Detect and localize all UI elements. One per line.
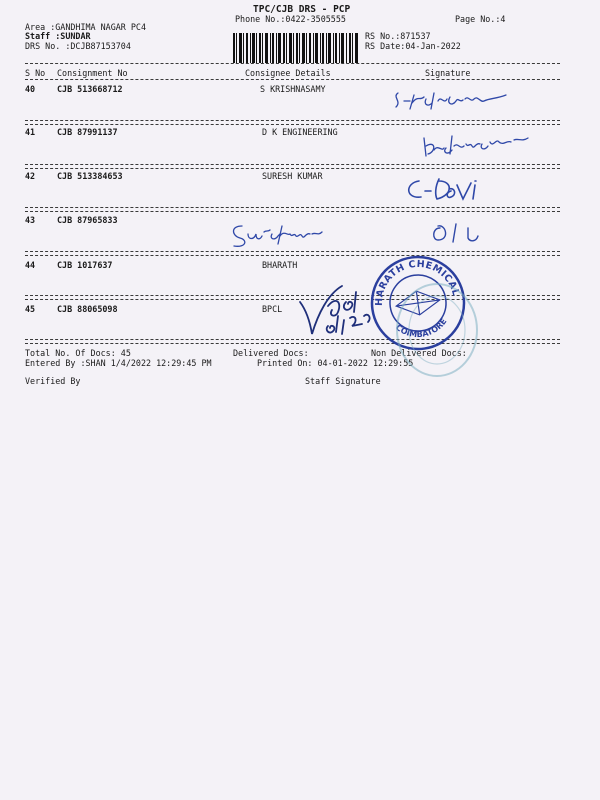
row-divider (25, 164, 560, 165)
col-consignee: Consignee Details (245, 68, 331, 78)
row-consignment: CJB 88065098 (57, 304, 118, 314)
row-divider (25, 211, 560, 212)
row-consignee: D K ENGINEERING (262, 127, 338, 137)
col-sno: S No (25, 68, 46, 78)
signature-dk-engineering (420, 128, 535, 160)
rs-number: RS No.:871537 (365, 31, 431, 41)
row-divider (25, 124, 560, 125)
signature-suresh-kumar (405, 175, 495, 205)
row-divider (25, 255, 560, 256)
faded-seal (392, 280, 482, 380)
area-field: Area :GANDHIMA NAGAR PC4 (25, 22, 147, 32)
row-divider (25, 207, 560, 208)
row-consignment: CJB 87965833 (57, 215, 118, 225)
row-consignment: CJB 513668712 (57, 84, 123, 94)
barcode (233, 33, 359, 63)
signature-krishnasamy (390, 85, 525, 115)
header-bottom-divider (25, 79, 560, 80)
col-consignment: Consignment No (57, 68, 128, 78)
row-sno: 42 (25, 171, 36, 181)
verified-by: Verified By (25, 376, 81, 386)
entered-by: Entered By :SHAN 1/4/2022 12:29:45 PM (25, 358, 212, 368)
row-consignment: CJB 87991137 (57, 127, 118, 137)
row-consignee: BHARATH (262, 260, 298, 270)
row-sno: 44 (25, 260, 36, 270)
delivered-docs: Delivered Docs: (233, 348, 309, 358)
total-docs: Total No. Of Docs: 45 (25, 348, 131, 358)
row-consignee: S KRISHNASAMY (260, 84, 326, 94)
svg-text:BHARATH CHEMICALS: BHARATH CHEMICALS (356, 251, 462, 307)
drs-number: DRS No. :DCJB87153704 (25, 41, 131, 51)
row-consignee: BPCL (262, 304, 283, 314)
row-divider (25, 120, 560, 121)
rs-date: RS Date:04-Jan-2022 (365, 41, 461, 51)
row-consignment: CJB 1017637 (57, 260, 113, 270)
row-sno: 41 (25, 127, 36, 137)
document-title: TPC/CJB DRS - PCP (253, 4, 351, 15)
col-signature: Signature (425, 68, 471, 78)
signature-43-initials (430, 220, 485, 246)
printed-on: Printed On: 04-01-2022 12:29:55 (257, 358, 414, 368)
row-divider (25, 251, 560, 252)
row-consignment: CJB 513384653 (57, 171, 123, 181)
staff-signature: Staff Signature (305, 376, 381, 386)
svg-text:COIMBATORE: COIMBATORE (393, 316, 449, 340)
phone-number: Phone No.:0422-3505555 (235, 14, 346, 24)
row-sno: 45 (25, 304, 36, 314)
row-sno: 43 (25, 215, 36, 225)
row-sno: 40 (25, 84, 36, 94)
row-consignee: SURESH KUMAR (262, 171, 323, 181)
page-number: Page No.:4 (455, 14, 506, 24)
non-delivered-docs: Non Delivered Docs: (371, 348, 467, 358)
signature-43 (228, 220, 348, 248)
header-top-divider (25, 63, 560, 64)
staff-field: Staff :SUNDAR (25, 31, 91, 41)
row-divider (25, 168, 560, 169)
